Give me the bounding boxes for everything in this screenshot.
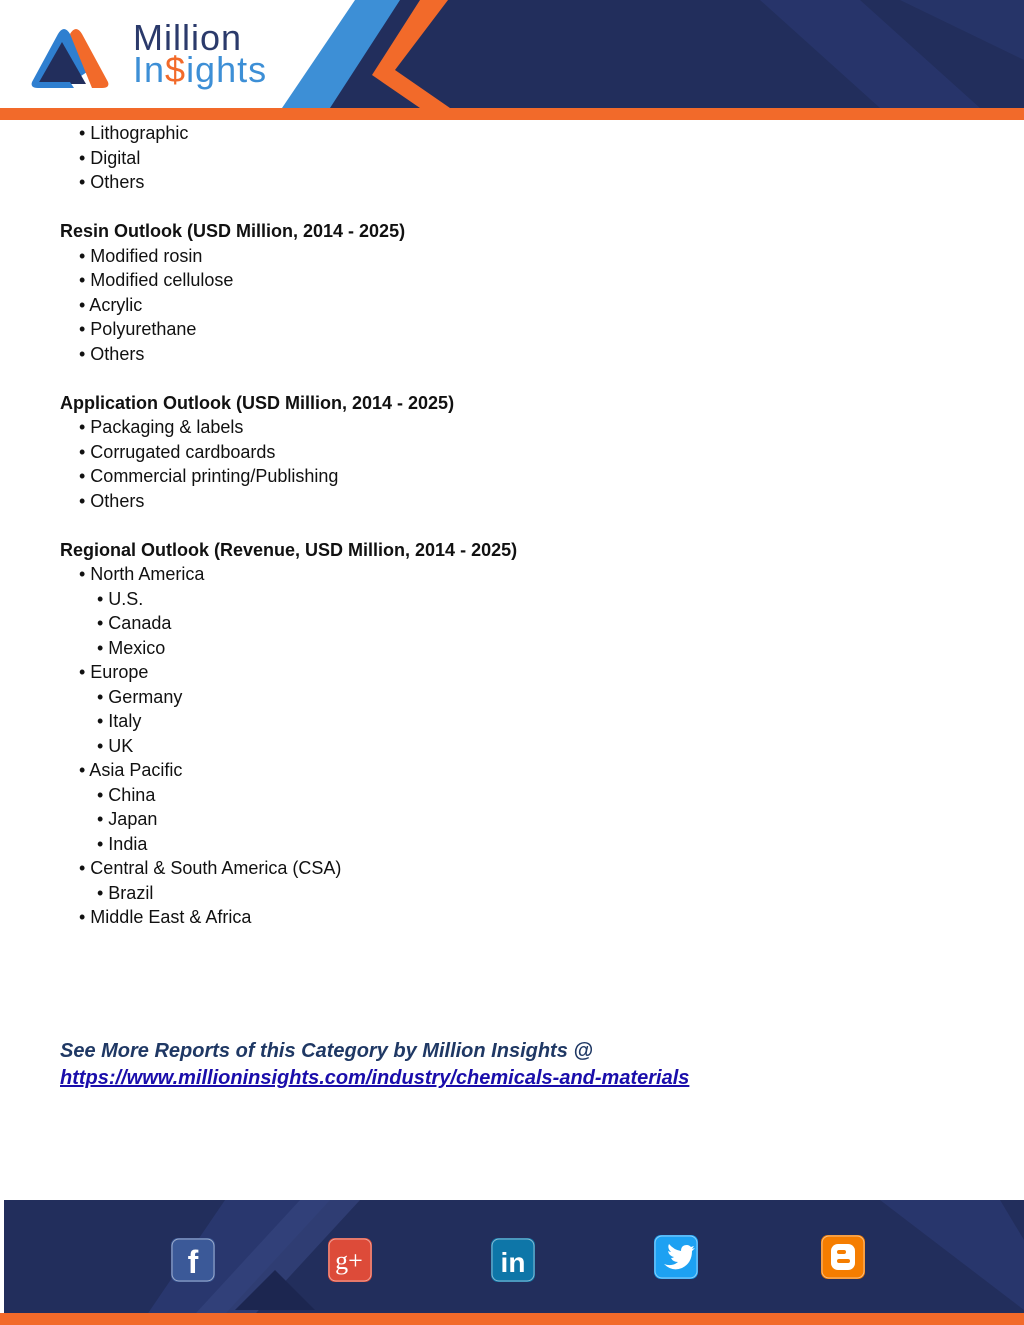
linkedin-icon[interactable] [491,1238,535,1282]
list-subitem: • Germany [97,686,183,707]
logo-mark-icon [30,22,130,97]
report-content [60,121,960,930]
google-plus-icon[interactable] [328,1238,372,1282]
top-list [60,121,960,195]
category-link[interactable]: https://www.millioninsights.com/industry/chemicals-and-materials [60,1067,690,1089]
list-item: • Commercial printing/Publishing [79,466,339,486]
page-footer [0,1200,1024,1325]
svg-text:in: in [500,1247,526,1278]
list-subitem: • Mexico [97,637,166,658]
section-title: Application Outlook (USD Million, 2014 - 2025) [60,392,455,413]
application-outlook-section [60,391,960,514]
list-item: • Polyurethane [79,319,197,339]
brand-line1: Million [133,17,243,58]
list-subitem: • Japan [97,809,158,829]
list-item: • Others [79,490,145,511]
list-item: • Packaging & labels [79,417,244,437]
twitter-icon[interactable] [654,1235,698,1279]
list-item: • Europe [79,662,149,682]
brand-line2: In$ights [133,49,268,90]
svg-text:g+: g+ [335,1246,363,1275]
section-title: Resin Outlook (USD Million, 2014 - 2025) [60,221,406,241]
list-subitem: • Canada [97,613,172,633]
list-item: • Lithographic [79,123,189,143]
facebook-icon[interactable] [171,1238,215,1282]
list-item: • Modified rosin [79,245,203,266]
resin-outlook-section [60,219,960,366]
list-item: • Modified cellulose [79,270,234,290]
list-item: • Asia Pacific [79,760,183,780]
list-item: • Others [79,343,145,364]
more-reports-promo [60,1038,689,1092]
page-header [0,0,1024,120]
list-item: • Middle East & Africa [79,907,252,927]
list-item: • Others [79,172,145,192]
list-item: • Acrylic [79,294,143,315]
list-subitem: • Italy [97,711,142,731]
regional-outlook-section [60,538,960,930]
section-title: Regional Outlook (Revenue, USD Million, 2014 - 2025) [60,539,518,560]
list-item: • Digital [79,147,141,168]
svg-text:f: f [187,1244,199,1280]
list-subitem: • Brazil [97,882,154,903]
blogger-icon[interactable] [821,1235,865,1279]
list-subitem: • India [97,833,148,854]
list-subitem: • China [97,784,156,805]
brand-wordmark [133,17,268,90]
promo-text: See More Reports of this Category by Million Insights @ [60,1040,593,1062]
list-item: • Corrugated cardboards [79,441,276,462]
list-subitem: • U.S. [97,588,144,609]
list-item: • North America [79,564,205,584]
list-subitem: • UK [97,735,134,756]
list-item: • Central & South America (CSA) [79,858,342,878]
